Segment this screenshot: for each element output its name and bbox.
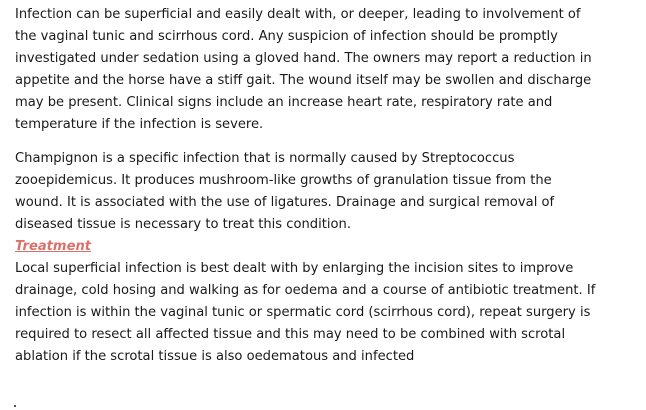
stray-mark — [14, 405, 16, 407]
text-line: zooepidemicus. It produces mushroom-like growths of granulation tissue from the — [15, 173, 552, 188]
document-body — [15, 4, 615, 368]
text-line: investigated under sedation using a gloved hand. The owners may report a reduction in — [15, 51, 592, 66]
text-line: Local superficial infection is best dealt with by enlarging the incision sites to improve — [15, 261, 574, 276]
text-line: wound. It is associated with the use of ligatures. Drainage and surgical removal of — [15, 195, 555, 210]
text-line: drainage, cold hosing and walking as for oedema and a course of antibiotic treatment. If — [15, 283, 596, 298]
text-line: appetite and the horse have a stiff gait. The wound itself may be swollen and discharge — [15, 73, 592, 88]
text-line: Champignon is a specific infection that is normally caused by Streptococcus — [15, 151, 515, 166]
paragraph-treatment — [15, 258, 615, 368]
text-line: temperature if the infection is severe. — [15, 117, 264, 132]
text-line: diseased tissue is necessary to treat this condition. — [15, 217, 351, 232]
text-line: may be present. Clinical signs include an increase heart rate, respiratory rate and — [15, 95, 553, 110]
text-line: required to resect all affected tissue and this may need to be combined with scrotal — [15, 327, 566, 342]
text-line: ablation if the scrotal tissue is also oedematous and infected — [15, 349, 415, 364]
text-line: the vaginal tunic and scirrhous cord. Any suspicion of infection should be promptly — [15, 29, 558, 44]
paragraph-champignon — [15, 148, 615, 236]
section-heading-treatment: Treatment — [15, 239, 92, 254]
text-line: infection is within the vaginal tunic or spermatic cord (scirrhous cord), repeat surgery is — [15, 305, 591, 320]
text-line: Infection can be superficial and easily dealt with, or deeper, leading to involvement of — [15, 7, 581, 22]
paragraph-infection-overview — [15, 4, 615, 136]
